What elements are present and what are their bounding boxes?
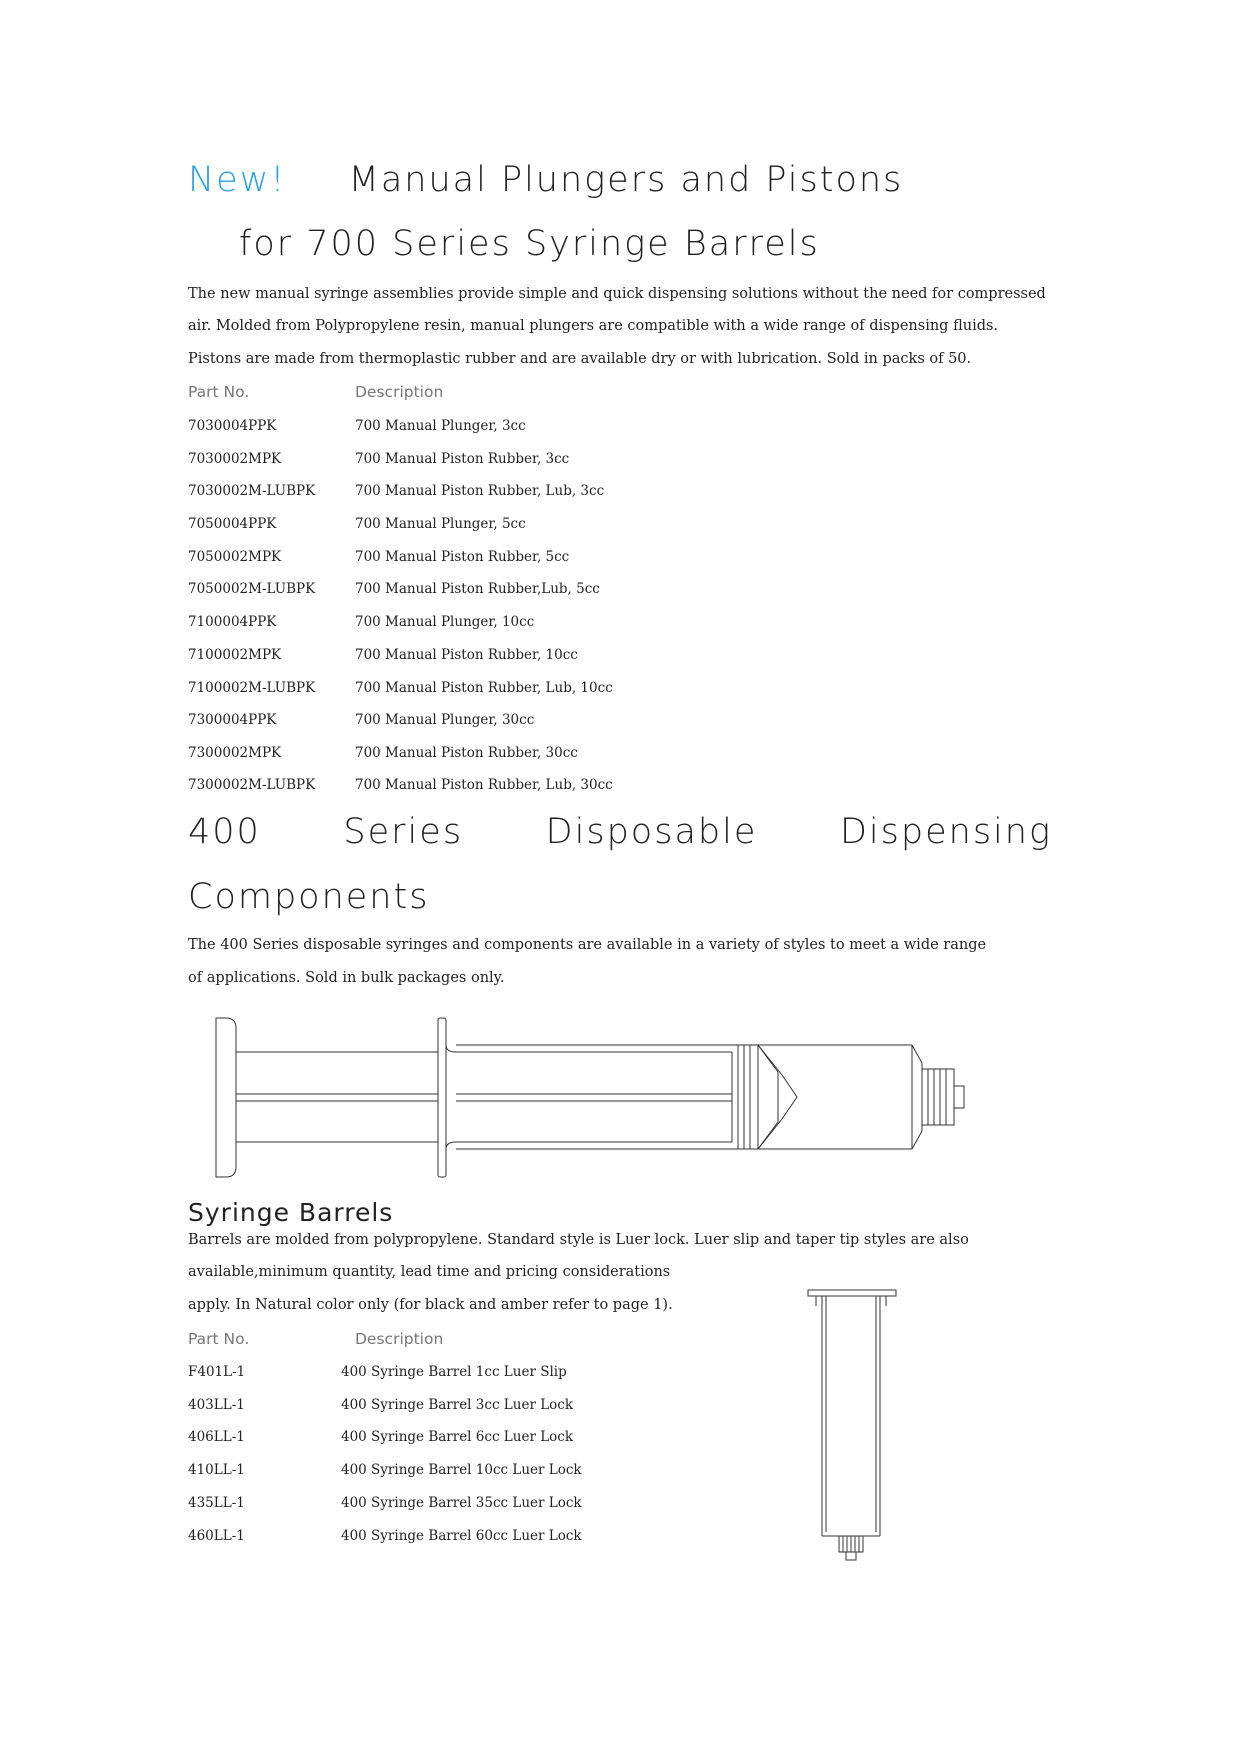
part-no: 7050002M-LUBPK <box>188 581 316 597</box>
section2-title-word: Series <box>343 812 464 852</box>
row-description: 400 Syringe Barrel 60cc Luer Lock <box>341 1528 582 1544</box>
part-no: 7300004PPK <box>188 712 277 728</box>
table-row <box>188 581 315 597</box>
syringe-barrel-drawing <box>806 1288 902 1568</box>
part-no: 460LL-1 <box>188 1528 245 1544</box>
section2-title-word: 400 <box>188 812 261 852</box>
row-description: 700 Manual Plunger, 5cc <box>355 516 526 532</box>
row-description: 700 Manual Piston Rubber, 30cc <box>355 745 578 761</box>
table-row <box>188 1429 245 1445</box>
part-no: 7100004PPK <box>188 614 277 630</box>
table-row <box>188 1364 245 1380</box>
section2-title-word: Dispensing <box>839 812 1052 852</box>
section2-paragraph-line1: The 400 Series disposable syringes and components are available in a variety of styles to meet a wide range <box>188 937 987 953</box>
section3-paragraph-line2: available,minimum quantity, lead time and pricing considerations <box>188 1264 671 1280</box>
part-no: 403LL-1 <box>188 1397 245 1413</box>
section1-paragraph-line1: The new manual syringe assemblies provide simple and quick dispensing solutions without the need for compressed <box>188 286 1046 302</box>
syringe-barrels-subtitle: Syringe Barrels <box>188 1198 394 1227</box>
section2-title-line1 <box>188 812 1052 852</box>
table-row <box>188 451 281 467</box>
part-no: 7100002MPK <box>188 647 282 663</box>
row-description: 700 Manual Piston Rubber, 3cc <box>355 451 570 467</box>
part-no: 7030004PPK <box>188 418 277 434</box>
section2-title-line2: Components <box>188 877 430 917</box>
part-no: 435LL-1 <box>188 1495 245 1511</box>
row-description: 400 Syringe Barrel 3cc Luer Lock <box>341 1397 574 1413</box>
table-row <box>188 418 276 434</box>
row-description: 400 Syringe Barrel 10cc Luer Lock <box>341 1462 582 1478</box>
section1-header-description: Description <box>355 383 444 401</box>
row-description: 700 Manual Plunger, 3cc <box>355 418 526 434</box>
table-row <box>188 549 281 565</box>
table-row <box>188 680 315 696</box>
section1-header-part-no: Part No. <box>188 383 250 401</box>
part-no: 7300002MPK <box>188 745 282 761</box>
row-description: 700 Manual Piston Rubber, 10cc <box>355 647 578 663</box>
table-row <box>188 647 281 663</box>
part-no: 410LL-1 <box>188 1462 245 1478</box>
table-row <box>188 483 315 499</box>
part-no: F401L-1 <box>188 1364 246 1380</box>
row-description: 700 Manual Piston Rubber, Lub, 30cc <box>355 777 613 793</box>
row-description: 700 Manual Piston Rubber, Lub, 3cc <box>355 483 605 499</box>
section1-title-line2: for 700 Series Syringe Barrels <box>239 224 820 264</box>
section3-header-description: Description <box>355 1330 444 1348</box>
table-row <box>188 1528 245 1544</box>
table-row <box>188 745 281 761</box>
section2-title-word: Disposable <box>545 812 758 852</box>
row-description: 700 Manual Piston Rubber, 5cc <box>355 549 570 565</box>
row-description: 400 Syringe Barrel 1cc Luer Slip <box>341 1364 567 1380</box>
table-row <box>188 1495 245 1511</box>
table-row <box>188 614 276 630</box>
part-no: 406LL-1 <box>188 1429 245 1445</box>
row-description: 700 Manual Plunger, 10cc <box>355 614 535 630</box>
table-row <box>188 1397 245 1413</box>
row-description: 400 Syringe Barrel 35cc Luer Lock <box>341 1495 582 1511</box>
row-description: 400 Syringe Barrel 6cc Luer Lock <box>341 1429 574 1445</box>
part-no: 7030002MPK <box>188 451 282 467</box>
table-row <box>188 516 276 532</box>
row-description: 700 Manual Plunger, 30cc <box>355 712 535 728</box>
new-badge: New! <box>188 160 287 200</box>
section1-paragraph-line3: Pistons are made from thermoplastic rubber and are available dry or with lubrication. Sold in packs of 50. <box>188 351 972 367</box>
table-row <box>188 712 276 728</box>
part-no: 7100002M-LUBPK <box>188 680 316 696</box>
part-no: 7030002M-LUBPK <box>188 483 316 499</box>
table-row <box>188 777 315 793</box>
part-no: 7050002MPK <box>188 549 282 565</box>
section1-paragraph-line2: air. Molded from Polypropylene resin, manual plungers are compatible with a wide range of dispensing fluids. <box>188 318 999 334</box>
row-description: 700 Manual Piston Rubber,Lub, 5cc <box>355 581 600 597</box>
part-no: 7300002M-LUBPK <box>188 777 316 793</box>
table-row <box>188 1462 245 1478</box>
section1-title-text: Manual Plungers and Pistons <box>348 160 904 200</box>
row-description: 700 Manual Piston Rubber, Lub, 10cc <box>355 680 613 696</box>
section3-paragraph-line1: Barrels are molded from polypropylene. Standard style is Luer lock. Luer slip and taper tip styles are also <box>188 1232 969 1248</box>
section2-paragraph-line2: of applications. Sold in bulk packages only. <box>188 970 505 986</box>
syringe-assembly-drawing <box>212 1015 992 1180</box>
part-no: 7050004PPK <box>188 516 277 532</box>
section1-title-line1 <box>188 160 903 200</box>
section3-paragraph-line3: apply. In Natural color only (for black and amber refer to page 1). <box>188 1297 673 1313</box>
section3-header-part-no: Part No. <box>188 1330 250 1348</box>
